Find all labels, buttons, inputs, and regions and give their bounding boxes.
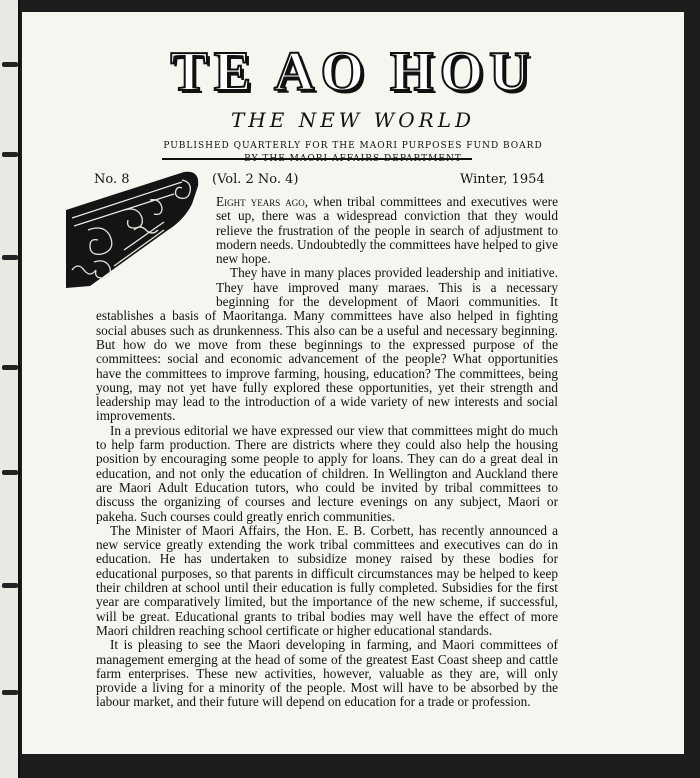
paragraph-text: when tribal committees and executives were set up, there was a widespread conviction that they would relieve the frustration of the people in search of adjustment to modern needs. Undoubtedly the committees have helped to give new hope. xyxy=(216,194,558,267)
paragraph: It is pleasing to see the Maori developing in farming, and Maori committees of management emerging at the head of some of the greatest East Coast sheep and cattle farm enterprises. These new activities, however, valuable as they are, will only provide a living for a minority of the people. Most will have to be absorbed by the labour market, and their future will depend on education for a trade or profession. xyxy=(96,637,558,710)
masthead-subtitle: THE NEW WORLD xyxy=(230,108,476,132)
paragraph: In a previous editorial we have expressed our view that committees might do much to help farm production. There are districts where they could also help the housing position by encouraging some people to apply for loans. They can do a great deal in education, and not only the education of children. In Wellington and Auckland there are Maori Adult Education tutors, who could be invited by tribal committees to discuss the organizing of courses and lecture evenings on any subject, Maori or pakeha. Such courses could greatly enrich communities. xyxy=(96,422,558,524)
publication-line xyxy=(22,140,684,166)
staple xyxy=(2,365,18,370)
issue-volume: (Vol. 2 No. 4) xyxy=(212,172,299,187)
masthead-rule xyxy=(162,158,472,160)
issue-number: No. 8 xyxy=(94,172,130,187)
lead-in: Eight years ago, xyxy=(216,194,309,209)
issue-season: Winter, 1954 xyxy=(460,172,545,187)
paragraph: They have in many places provided leadership and initiative. They have improved many maraes. This is a necessary beginning for the development of Maori communities. It establishes a basis of Maoritanga. Many committees have also helped in fighting social abuses such as drunkenness. This also can be a useful and necessary beginning. But how do we move from these beginnings to the expressed purpose of the committees: social and economic advancement of the people? What opportunities have the committees to improve farming, housing, education? The committees, being young, may not yet have fully explored these opportunities, yet their strength and leadership may lead to the introduction of a wide variety of new interests and social improvements. xyxy=(96,265,558,424)
staple xyxy=(2,583,18,588)
staple xyxy=(2,62,18,67)
staple xyxy=(2,255,18,260)
magazine-page xyxy=(22,12,684,754)
staple xyxy=(2,152,18,157)
masthead xyxy=(22,42,684,166)
editorial-article xyxy=(96,195,558,710)
binding-edge xyxy=(0,0,20,778)
staple xyxy=(2,690,18,695)
paragraph: The Minister of Maori Affairs, the Hon. E. B. Corbett, has recently announced a new service greatly extending the work tribal committees and executives can do in education. He has undertaken to subsidize money raised by these bodies for educational purposes, so that parents in difficult circumstances may be helped to keep their children at school until their education is fully completed. Subsidies for the first year are comparatively limited, but the importance of the new scheme, if successful, will be great. Educational grants to tribal bodies may well have the effect of more Maori children reaching school certificate or higher educational standards. xyxy=(96,522,558,638)
publication-line-1: PUBLISHED QUARTERLY FOR THE MAORI PURPOSES FUND BOARD xyxy=(163,141,543,151)
masthead-title: TE AO HOU xyxy=(170,41,536,103)
staple xyxy=(2,470,18,475)
